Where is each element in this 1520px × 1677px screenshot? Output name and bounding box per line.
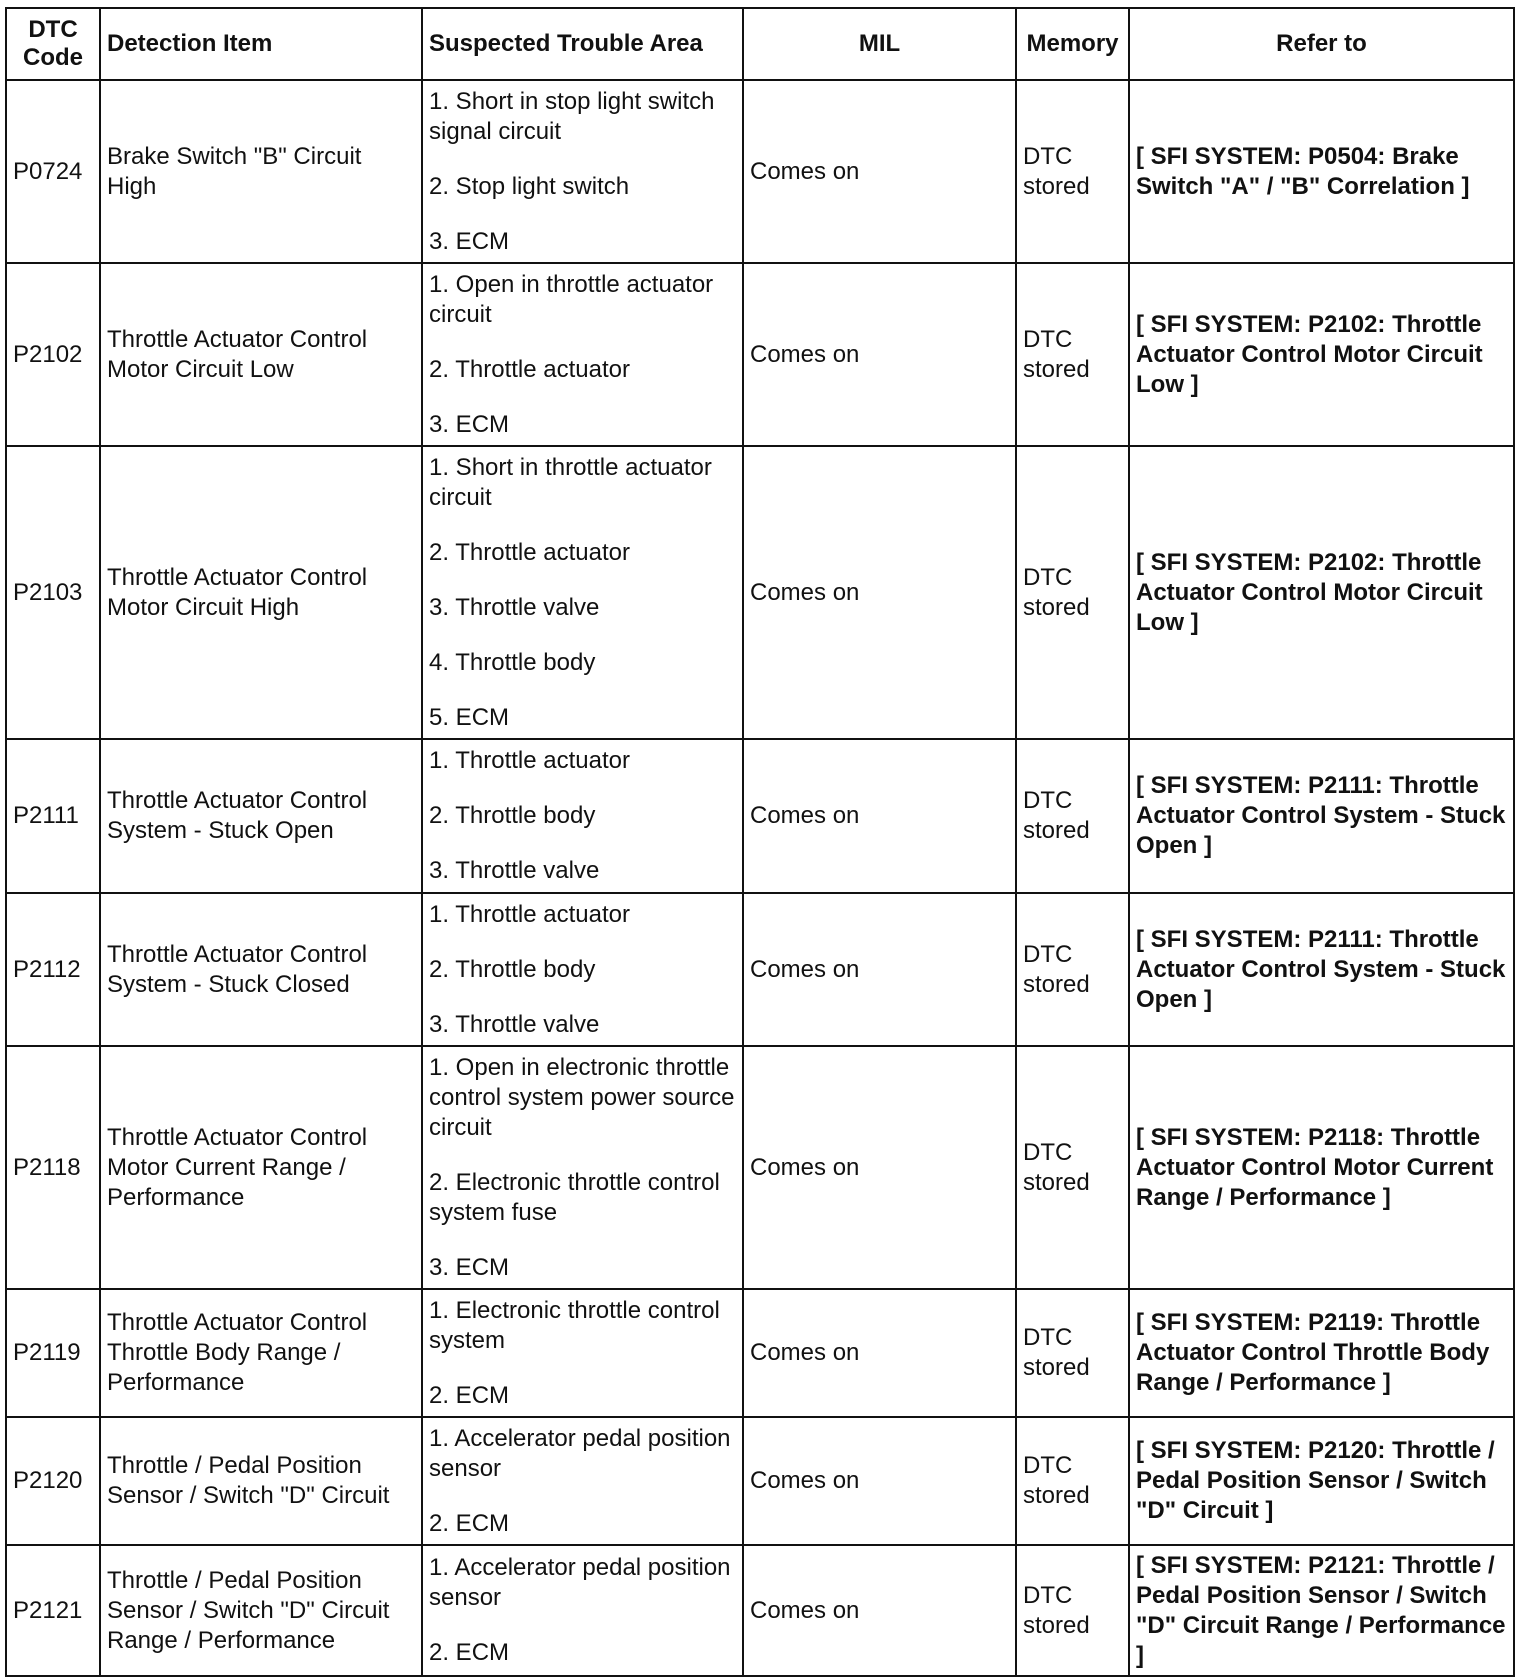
table-row [6,263,1514,446]
detection-item-cell: Throttle Actuator Control System - Stuck Open [100,739,422,893]
trouble-area-line: 1. Throttle actuator [429,747,630,774]
header-refer-to: Refer to [1129,8,1514,80]
trouble-area-line: 1. Accelerator pedal position sensor [429,1554,731,1611]
refer-to-link[interactable]: [ SFI SYSTEM: P2102: Throttle Actuator Control Motor Circuit Low ] [1129,263,1514,446]
trouble-area-line: 2. Electronic throttle control system fuse [429,1168,720,1226]
dtc-code-cell: P2111 [6,739,100,893]
detection-item-cell: Throttle Actuator Control Throttle Body Range / Performance [100,1289,422,1417]
trouble-area-line: 3. ECM [429,410,510,438]
mil-cell: Comes on [743,1046,1016,1289]
header-row [6,8,1514,80]
header-dtc-code: DTC Code [6,8,100,80]
mil-cell: Comes on [743,446,1016,739]
trouble-area-line: 1. Open in electronic throttle control system power source circuit [429,1053,735,1141]
mil-cell: Comes on [743,80,1016,263]
table-row [6,446,1514,739]
refer-to-link[interactable]: [ SFI SYSTEM: P2111: Throttle Actuator Control System - Stuck Open ] [1129,893,1514,1046]
detection-item-cell: Brake Switch "B" Circuit High [100,80,422,263]
detection-item-cell: Throttle Actuator Control System - Stuck Closed [100,893,422,1046]
suspected-area-cell [422,80,743,263]
memory-cell: DTC stored [1016,1545,1129,1676]
trouble-area-line: 5. ECM [429,703,510,731]
trouble-area-line: 1. Electronic throttle control system [429,1296,720,1354]
trouble-area-line: 1. Short in stop light switch signal circuit [429,87,715,145]
detection-item-cell: Throttle Actuator Control Motor Circuit Low [100,263,422,446]
suspected-area-cell [422,1289,743,1417]
table-row [6,893,1514,1046]
memory-cell: DTC stored [1016,1046,1129,1289]
trouble-area-line: 2. Throttle actuator [429,538,630,566]
dtc-code-cell: P2120 [6,1417,100,1545]
suspected-area-cell [422,446,743,739]
trouble-area-line: 1. Accelerator pedal position sensor [429,1424,731,1482]
refer-to-link[interactable]: [ SFI SYSTEM: P2111: Throttle Actuator Control System - Stuck Open ] [1129,739,1514,893]
dtc-code-cell: P2103 [6,446,100,739]
memory-cell: DTC stored [1016,80,1129,263]
mil-cell: Comes on [743,1289,1016,1417]
table-row [6,1417,1514,1545]
trouble-area-line: 3. Throttle valve [429,857,600,884]
memory-cell: DTC stored [1016,263,1129,446]
dtc-table [5,7,1515,1677]
refer-to-link[interactable]: [ SFI SYSTEM: P2102: Throttle Actuator Control Motor Circuit Low ] [1129,446,1514,739]
header-suspected-trouble-area: Suspected Trouble Area [422,8,743,80]
mil-cell: Comes on [743,263,1016,446]
memory-cell: DTC stored [1016,893,1129,1046]
suspected-area-cell [422,739,743,893]
trouble-area-line: 2. ECM [429,1509,510,1537]
detection-item-cell: Throttle / Pedal Position Sensor / Switch "D" Circuit [100,1417,422,1545]
trouble-area-line: 3. Throttle valve [429,1010,600,1038]
trouble-area-line: 2. ECM [429,1381,510,1409]
memory-cell: DTC stored [1016,446,1129,739]
dtc-code-cell: P2121 [6,1545,100,1676]
dtc-code-cell: P0724 [6,80,100,263]
header-mil: MIL [743,8,1016,80]
suspected-area-cell [422,1417,743,1545]
trouble-area-line: 2. ECM [429,1639,510,1666]
trouble-area-line: 1. Throttle actuator [429,900,630,928]
refer-to-link[interactable]: [ SFI SYSTEM: P2121: Throttle / Pedal Position Sensor / Switch "D" Circuit Range / Performance ] [1129,1545,1514,1676]
mil-cell: Comes on [743,739,1016,893]
trouble-area-line: 4. Throttle body [429,648,596,676]
dtc-code-cell: P2118 [6,1046,100,1289]
trouble-area-line: 3. Throttle valve [429,593,600,621]
trouble-area-line: 1. Open in throttle actuator circuit [429,270,714,328]
dtc-code-cell: P2119 [6,1289,100,1417]
table-row [6,1289,1514,1417]
memory-cell: DTC stored [1016,1417,1129,1545]
trouble-area-line: 2. Throttle body [429,802,596,829]
suspected-area-cell [422,1046,743,1289]
memory-cell: DTC stored [1016,1289,1129,1417]
trouble-area-line: 2. Stop light switch [429,172,630,200]
header-memory: Memory [1016,8,1129,80]
suspected-area-cell [422,263,743,446]
trouble-area-line: 3. ECM [429,1253,510,1281]
table-row [6,739,1514,893]
memory-cell: DTC stored [1016,739,1129,893]
header-detection-item: Detection Item [100,8,422,80]
dtc-code-cell: P2102 [6,263,100,446]
detection-item-cell: Throttle / Pedal Position Sensor / Switch "D" Circuit Range / Performance [100,1545,422,1676]
refer-to-link[interactable]: [ SFI SYSTEM: P0504: Brake Switch "A" / "B" Correlation ] [1129,80,1514,263]
trouble-area-line: 2. Throttle body [429,955,596,983]
suspected-area-cell [422,1545,743,1676]
refer-to-link[interactable]: [ SFI SYSTEM: P2119: Throttle Actuator Control Throttle Body Range / Performance ] [1129,1289,1514,1417]
table-row [6,80,1514,263]
trouble-area-line: 1. Short in throttle actuator circuit [429,453,712,511]
refer-to-link[interactable]: [ SFI SYSTEM: P2120: Throttle / Pedal Position Sensor / Switch "D" Circuit ] [1129,1417,1514,1545]
trouble-area-line: 2. Throttle actuator [429,355,630,383]
mil-cell: Comes on [743,1545,1016,1676]
detection-item-cell: Throttle Actuator Control Motor Current Range / Performance [100,1046,422,1289]
mil-cell: Comes on [743,893,1016,1046]
table-row [6,1545,1514,1676]
dtc-code-cell: P2112 [6,893,100,1046]
table-row [6,1046,1514,1289]
mil-cell: Comes on [743,1417,1016,1545]
trouble-area-line: 3. ECM [429,227,510,255]
detection-item-cell: Throttle Actuator Control Motor Circuit High [100,446,422,739]
suspected-area-cell [422,893,743,1046]
refer-to-link[interactable]: [ SFI SYSTEM: P2118: Throttle Actuator Control Motor Current Range / Performance ] [1129,1046,1514,1289]
